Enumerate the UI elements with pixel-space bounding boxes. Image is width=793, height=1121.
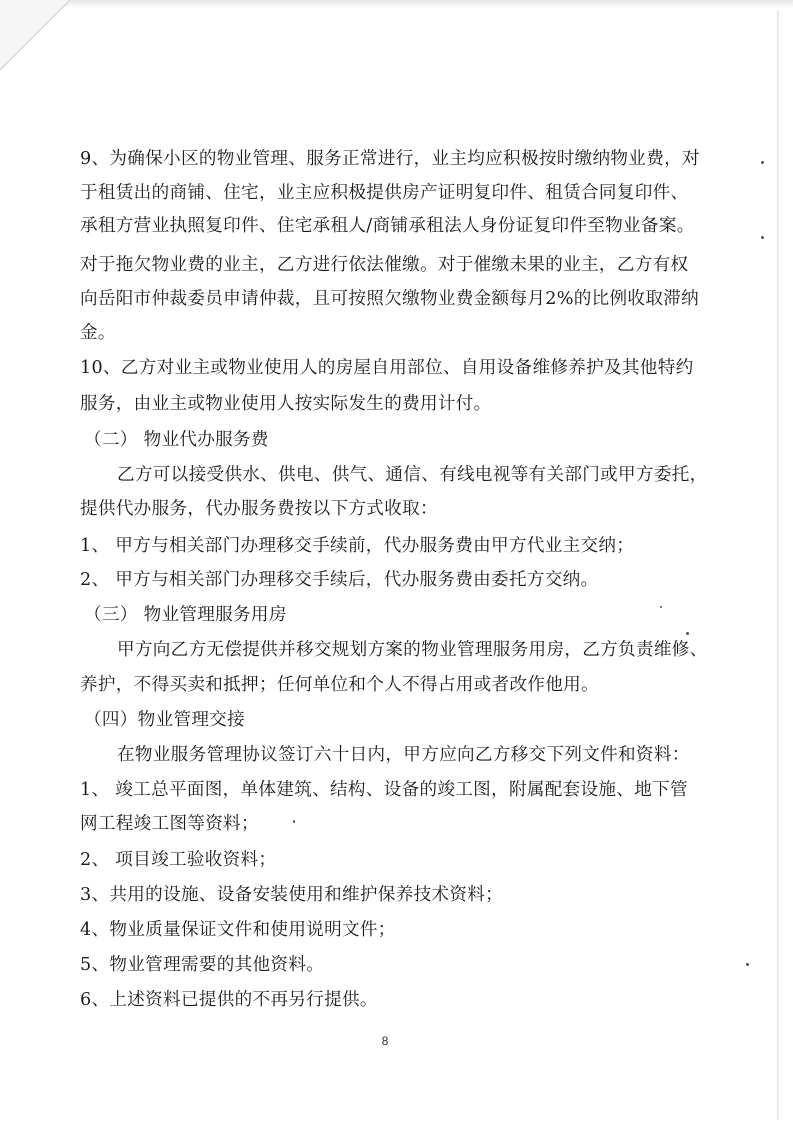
list-item: 1、 甲方与相关部门办理移交手续前，代办服务费由甲方代业主交纳；	[80, 536, 635, 556]
list-item: 2、 项目竣工验收资料；	[80, 850, 277, 870]
paragraph-line: 提供代办服务，代办服务费按以下方式收取：	[80, 499, 438, 519]
scan-top-edge	[0, 0, 793, 8]
paragraph-line: 9、为确保小区的物业管理、服务正常进行，业主均应积极按时缴纳物业费，对	[80, 149, 700, 169]
scan-speck	[746, 963, 749, 966]
paragraph-line: 向岳阳市仲裁委员申请仲裁，且可按照欠缴物业费金额每月2%的比例收取滞纳	[80, 289, 700, 309]
paragraph-line: 甲方向乙方无偿提供并移交规划方案的物业管理服务用房，乙方负责维修、	[117, 640, 708, 660]
scan-speck	[293, 820, 295, 823]
page-corner-fold	[0, 0, 90, 95]
list-item: 2、 甲方与相关部门办理移交手续后，代办服务费由委托方交纳。	[80, 570, 599, 590]
list-item: 6、上述资料已提供的不再另行提供。	[80, 990, 378, 1010]
section-heading: （四）物业管理交接	[84, 710, 246, 730]
paragraph-line: 于租赁出的商铺、住宅，业主应积极提供房产证明复印件、租赁合同复印件、	[80, 183, 689, 203]
scan-speck	[686, 632, 689, 635]
list-item: 4、物业质量保证文件和使用说明文件；	[80, 920, 396, 940]
scan-speck	[761, 161, 764, 164]
list-item: 5、物业管理需要的其他资料。	[80, 955, 325, 975]
paragraph-line: 对于拖欠物业费的业主，乙方进行依法催缴。对于催缴未果的业主，乙方有权	[80, 255, 689, 275]
section-heading: （二） 物业代办服务费	[84, 430, 269, 450]
list-item-continuation: 网工程竣工图等资料；	[80, 814, 259, 834]
paragraph-line: 乙方可以接受供水、供电、供气、通信、有线电视等有关部门或甲方委托，	[117, 465, 708, 485]
scan-speck	[761, 236, 764, 239]
page-number: 8	[381, 1034, 389, 1048]
paragraph-line: 服务，由业主或物业使用人按实际发生的费用计付。	[80, 394, 492, 414]
paragraph-line: 养护，不得买卖和抵押；任何单位和个人不得占用或者改作他用。	[80, 675, 599, 695]
paragraph-line: 承租方营业执照复印件、住宅承租人/商铺承租法人身份证复印件至物业备案。	[80, 216, 695, 236]
paragraph-line: 在物业服务管理协议签订六十日内，甲方应向乙方移交下列文件和资料：	[117, 745, 690, 765]
paragraph-line: 10、乙方对业主或物业使用人的房屋自用部位、自用设备维修养护及其他特约	[80, 358, 694, 378]
list-item: 3、共用的设施、设备安装使用和维护保养技术资料；	[80, 885, 504, 905]
section-heading: （三） 物业管理服务用房	[84, 605, 287, 625]
scan-right-edge	[777, 10, 779, 1120]
list-item: 1、 竣工总平面图，单体建筑、结构、设备的竣工图，附属配套设施、地下管	[80, 780, 688, 800]
paragraph-line: 金。	[80, 323, 116, 343]
scan-speck	[660, 606, 662, 608]
